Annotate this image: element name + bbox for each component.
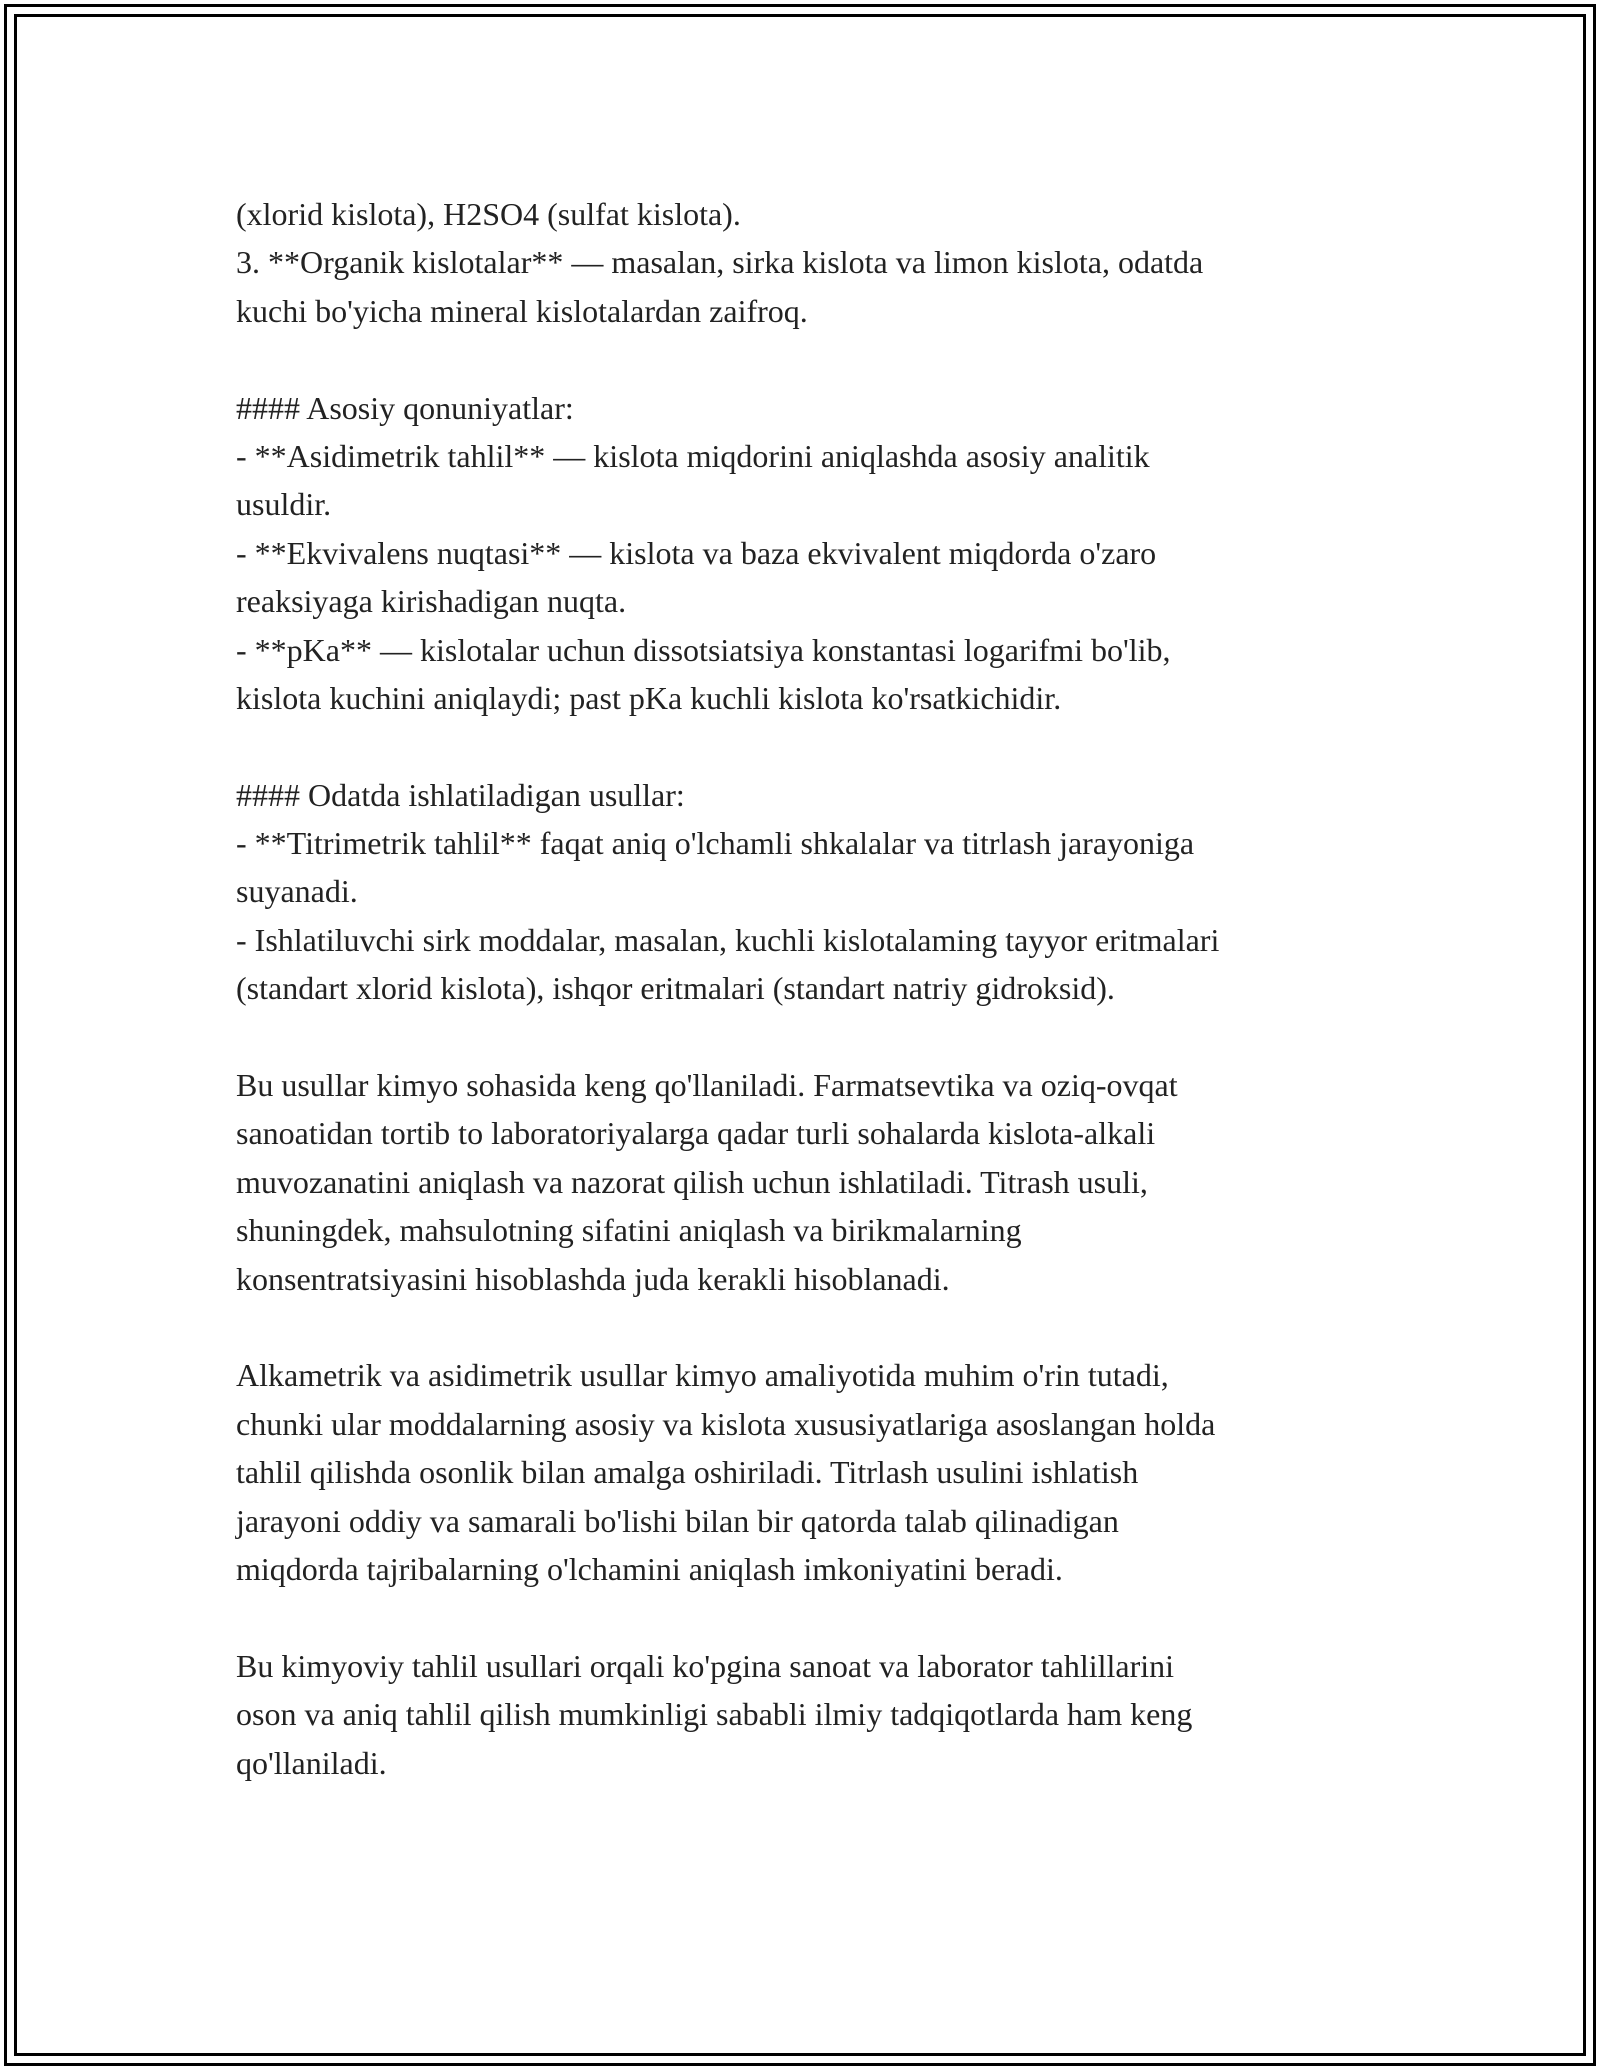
text-line: Bu kimyoviy tahlil usullari orqali ko'pgina sanoat va laborator tahlillarini: [236, 1647, 1175, 1684]
text-line: - **Ekvivalens nuqtasi** — kislota va baza ekvivalent miqdorda o'zaro: [236, 534, 1157, 571]
text-line: tahlil qilishda osonlik bilan amalga oshiriladi. Titrlash usulini ishlatish: [236, 1454, 1139, 1491]
document-body: [236, 190, 1396, 1787]
text-line: muvozanatini aniqlash va nazorat qilish uchun ishlatiladi. Titrash usuli,: [236, 1163, 1148, 1200]
text-line: qo'llaniladi.: [236, 1744, 387, 1781]
text-line: kislota kuchini aniqlaydi; past pKa kuchli kislota ko'rsatkichidir.: [236, 679, 1062, 716]
section-heading: #### Odatda ishlatiladigan usullar:: [236, 776, 685, 813]
paragraph-gap: [236, 335, 1396, 383]
text-line: shuningdek, mahsulotning sifatini aniqlash va birikmalarning: [236, 1212, 1022, 1249]
text-line: Bu usullar kimyo sohasida keng qo'llaniladi. Farmatsevtika va oziq-ovqat: [236, 1067, 1178, 1104]
text-line: konsentratsiyasini hisoblashda juda kerakli hisoblanadi.: [236, 1260, 950, 1297]
text-line: reaksiyaga kirishadigan nuqta.: [236, 583, 627, 620]
text-line: - **Asidimetrik tahlil** — kislota miqdorini aniqlashda asosiy analitik: [236, 437, 1150, 474]
text-line: jarayoni oddiy va samarali bo'lishi bilan bir qatorda talab qilinadigan: [236, 1502, 1119, 1539]
text-line: kuchi bo'yicha mineral kislotalardan zaifroq.: [236, 292, 808, 329]
text-line: Alkametrik va asidimetrik usullar kimyo amaliyotida muhim o'rin tutadi,: [236, 1357, 1169, 1394]
text-line: usuldir.: [236, 486, 332, 523]
text-line: - **pKa** — kislotalar uchun dissotsiatsiya konstantasi logarifmi bo'lib,: [236, 631, 1171, 668]
paragraph-gap: [236, 1013, 1396, 1061]
text-line: (xlorid kislota), H2SO4 (sulfat kislota).: [236, 196, 741, 232]
section-heading: #### Asosiy qonuniyatlar:: [236, 389, 574, 426]
paragraph-gap: [236, 1303, 1396, 1351]
text-line: suyanadi.: [236, 873, 358, 910]
text-line: - Ishlatiluvchi sirk moddalar, masalan, kuchli kislotalaming tayyor eritmalari: [236, 921, 1220, 958]
paragraph-gap: [236, 1593, 1396, 1641]
text-line: (standart xlorid kislota), ishqor eritmalari (standart natriy gidroksid).: [236, 970, 1115, 1007]
text-line: chunki ular moddalarning asosiy va kislota xususiyatlariga asoslangan holda: [236, 1405, 1216, 1442]
text-line: oson va aniq tahlil qilish mumkinligi sababli ilmiy tadqiqotlarda ham keng: [236, 1696, 1193, 1733]
text-line: sanoatidan tortib to laboratoriyalarga qadar turli sohalarda kislota-alkali: [236, 1115, 1156, 1152]
text-line: miqdorda tajribalarning o'lchamini aniqlash imkoniyatini beradi.: [236, 1550, 1063, 1587]
text-line: 3. **Organik kislotalar** — masalan, sirka kislota va limon kislota, odatda: [236, 244, 1204, 281]
text-line: - **Titrimetrik tahlil** faqat aniq o'lchamli shkalalar va titrlash jarayoniga: [236, 825, 1195, 862]
paragraph-gap: [236, 722, 1396, 770]
